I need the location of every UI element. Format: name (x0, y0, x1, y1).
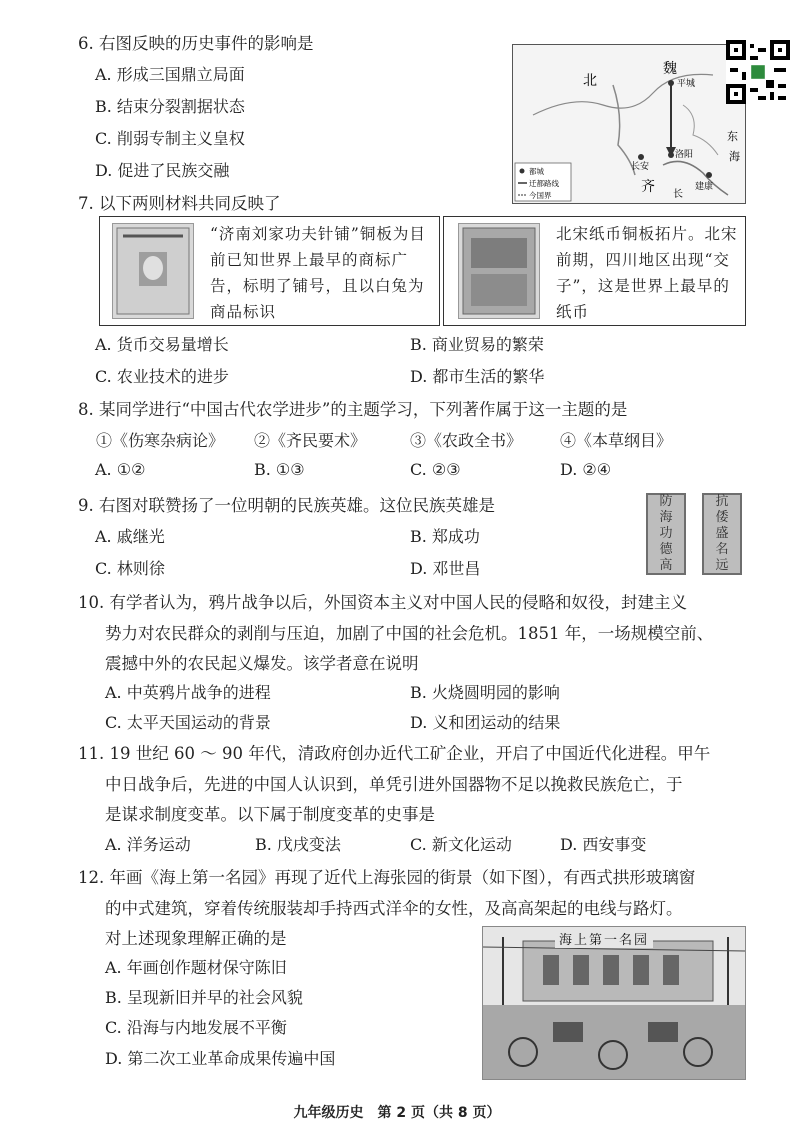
q12-option-d: D. 第二次工业革命成果传遍中国 (105, 1049, 336, 1068)
q7-material-left (99, 216, 440, 326)
couplet-right-char-4: 名 (715, 542, 729, 557)
map-label-luoyang: 洛阳 (675, 150, 694, 160)
couplet-left-char-2: 海 (659, 510, 673, 525)
q10-option-a: A. 中英鸦片战争的进程 (105, 683, 271, 702)
couplet-right-char-3: 盛 (715, 526, 729, 541)
map-label-dong: 东 (727, 130, 738, 143)
map-drawing (513, 45, 745, 203)
q8-work-3: ③《农政全书》 (410, 431, 523, 450)
map-label-qi: 齐 (641, 179, 655, 195)
luoyang-dot (668, 152, 674, 158)
q8-work-2: ②《齐民要术》 (254, 431, 367, 450)
q8-stem: 8. 某同学进行“中国古代农学进步”的主题学习，下列著作属于这一主题的是 (78, 400, 628, 419)
q7-option-c: C. 农业技术的进步 (95, 367, 229, 386)
q10-line-3: 震撼中外的农民起义爆发。该学者意在说明 (105, 654, 419, 673)
street-scene-drawing (483, 927, 745, 1079)
q7-option-a: A. 货币交易量增长 (95, 335, 229, 354)
couplet-left-char-1: 防 (659, 494, 673, 509)
map-label-wei: 魏 (663, 61, 677, 77)
q9-stem: 9. 右图对联赞扬了一位明朝的民族英雄。这位民族英雄是 (78, 496, 495, 515)
q12-line-1: 12. 年画《海上第一名园》再现了近代上海张园的街景（如下图），有西式拱形玻璃窗 (78, 868, 696, 887)
q11-line-3: 是谋求制度变革。以下属于制度变革的史事是 (105, 805, 435, 824)
jiaozi-plate-image (458, 223, 540, 319)
jiankang-dot (706, 172, 712, 178)
q7-material-right (443, 216, 746, 326)
map-label-jiankang: 建康 (695, 182, 714, 192)
q7-stem: 7. 以下两则材料共同反映了 (78, 194, 281, 213)
q7-option-d: D. 都市生活的繁华 (410, 367, 545, 386)
migration-map (512, 44, 746, 204)
qr-code-icon (726, 40, 790, 104)
q7-material-left-text: “济南刘家功夫针铺”铜板为目前已知世界上最早的商标广告，标明了铺号，且以白兔为商品标识 (210, 225, 426, 321)
q7-option-b: B. 商业贸易的繁荣 (410, 335, 544, 354)
q6-stem: 6. 右图反映的历史事件的影响是 (78, 34, 314, 53)
q12-option-a: A. 年画创作题材保守陈旧 (105, 958, 287, 977)
map-label-changan: 长安 (631, 162, 650, 172)
q8-work-4: ④《本草纲目》 (560, 431, 673, 450)
legend-border: 今国界 (529, 191, 552, 200)
q9-option-a: A. 戚继光 (95, 527, 165, 546)
shop-ad-plate-image (112, 223, 194, 319)
q6-option-a: A. 形成三国鼎立局面 (95, 65, 245, 84)
q8-work-1: ①《伤寒杂病论》 (96, 431, 225, 450)
painting-title: 海上第一名园 (555, 929, 653, 948)
q7-material-right-text: 北宋纸币铜板拓片。北宋前期，四川地区出现“交子”，这是世界上最早的纸币 (556, 225, 738, 321)
map-label-hai: 海 (729, 150, 740, 163)
rabbit-icon (113, 224, 193, 318)
couplet-left-char-3: 功 (659, 526, 673, 541)
q9-option-d: D. 邓世昌 (410, 559, 481, 578)
q11-option-a: A. 洋务运动 (105, 835, 191, 854)
q12-line-2: 的中式建筑，穿着传统服装却手持西式洋伞的女性，及高高架起的电线与路灯。 (105, 899, 683, 918)
q11-line-1: 11. 19 世纪 60 ～ 90 年代，清政府创办近代工矿企业，开启了中国近代化进程。甲午 (78, 744, 711, 763)
couplet-left (646, 493, 686, 575)
couplet-left-char-4: 德 (659, 542, 673, 557)
q9-option-c: C. 林则徐 (95, 559, 165, 578)
map-label-bei: 北 (583, 73, 597, 89)
map-label-chang: 长 (673, 189, 683, 200)
banknote-icon (459, 224, 539, 318)
page-footer: 九年级历史 第 2 页（共 8 页） (293, 1105, 501, 1121)
q10-line-1: 10. 有学者认为，鸦片战争以后，外国资本主义对中国人民的侵略和奴役，封建主义 (78, 593, 687, 612)
q11-option-c: C. 新文化运动 (410, 835, 512, 854)
q11-line-2: 中日战争后，先进的中国人认识到，单凭引进外国器物不足以挽救民族危亡，于 (105, 775, 683, 794)
q12-option-b: B. 呈现新旧并早的社会风貌 (105, 988, 303, 1007)
legend-capital: 都城 (529, 167, 544, 176)
couplet-left-char-5: 高 (659, 558, 673, 573)
new-year-painting (482, 926, 746, 1080)
couplet-right (702, 493, 742, 575)
pingcheng-dot (668, 80, 674, 86)
q10-option-d: D. 义和团运动的结果 (410, 713, 561, 732)
couplet-right-char-5: 远 (715, 558, 729, 573)
q6-option-c: C. 削弱专制主义皇权 (95, 129, 245, 148)
q8-option-a: A. ①② (95, 460, 146, 479)
couplet-right-char-1: 抗 (715, 494, 729, 509)
map-label-pingcheng: 平城 (677, 79, 696, 89)
q10-option-c: C. 太平天国运动的背景 (105, 713, 271, 732)
legend-route: 迁都路线 (529, 179, 559, 188)
q9-option-b: B. 郑成功 (410, 527, 480, 546)
q11-option-d: D. 西安事变 (560, 835, 647, 854)
q8-option-d: D. ②④ (560, 460, 612, 479)
q8-option-c: C. ②③ (410, 460, 461, 479)
q12-line-3: 对上述现象理解正确的是 (105, 929, 287, 948)
q12-option-c: C. 沿海与内地发展不平衡 (105, 1018, 287, 1037)
q6-option-b: B. 结束分裂割据状态 (95, 97, 245, 116)
q10-line-2: 势力对农民群众的剥削与压迫，加剧了中国的社会危机。1851 年，一场规模空前、 (105, 624, 714, 643)
q11-option-b: B. 戊戌变法 (255, 835, 341, 854)
q8-option-b: B. ①③ (254, 460, 305, 479)
changan-dot (638, 154, 644, 160)
q6-option-d: D. 促进了民族交融 (95, 161, 230, 180)
qr-code (726, 40, 790, 104)
couplet-right-char-2: 倭 (715, 510, 729, 525)
q10-option-b: B. 火烧圆明园的影响 (410, 683, 560, 702)
